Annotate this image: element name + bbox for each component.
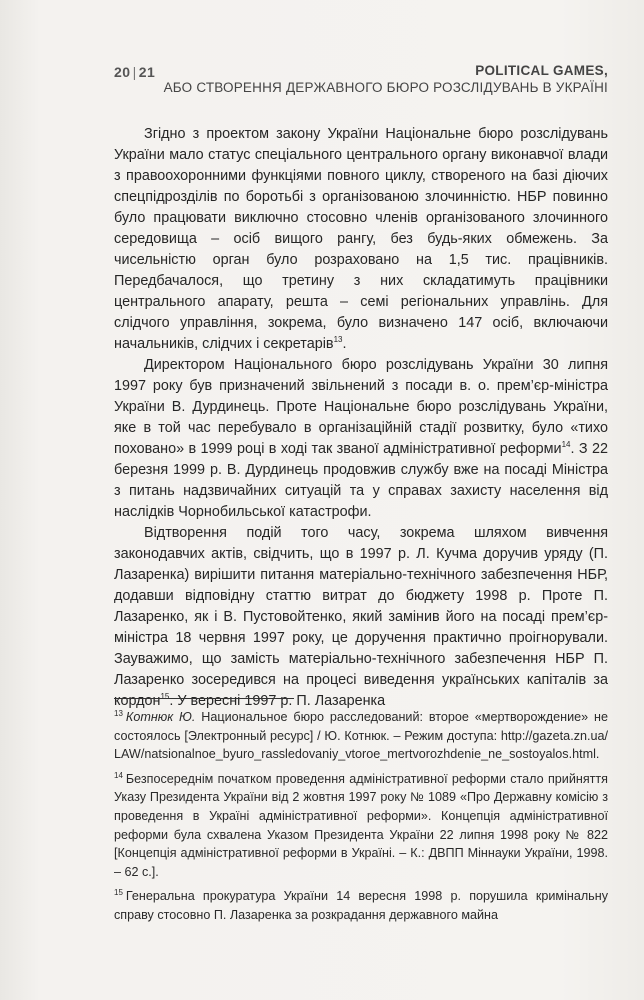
page-numbers	[114, 64, 155, 80]
footnote-13-text: Национальное бюро расследований: второе «мертворождение» не состоялось [Электронный ресурс] / Ю. Котнюк. – Режим доступа:	[114, 710, 608, 743]
footnote-13-number: 13	[114, 708, 123, 718]
paragraph-1-tail: .	[342, 336, 347, 352]
running-header	[114, 58, 608, 102]
paragraph-3-text-b: . У вересні 1997 р. П. Лазаренка	[169, 693, 386, 709]
page-number-left: 20	[114, 64, 131, 80]
footnote-13-url: http://gazeta.zn.ua/LAW/natsionalnoe_byuro_rassledovaniy_vtoroe_mertvorozhdenie_ne_sostoyalos.html	[114, 728, 608, 762]
footnote-ref-13: 13	[333, 335, 343, 345]
footnote-14-text: Безпосереднім початком проведення адміністративної реформи стало прийняття Указу Президента України від 2 жовтня 1997 року № 1089 «Про Державну комісію з проведення в Україні адміністративної реформи». Концепція адміністративної реформи була схвалена Указом Президента України 22 липня 1998 року № 822 [Концепція адміністративної реформи в Україні. – К.: ДВПП Міннауки України, 1998. – 62 с.].	[114, 771, 608, 879]
paragraph-1	[114, 124, 608, 355]
paragraph-3	[114, 523, 608, 712]
running-title-line2: АБО СТВОРЕННЯ ДЕРЖАВНОГО БЮРО РОЗСЛІДУВАНЬ В УКРАЇНІ	[163, 80, 608, 95]
paragraph-1-text: Згідно з проектом закону України Національне бюро розслідувань України мало статус спеціального центрального органу виконавчої влади з правоохоронними функціями повного циклу, створеного на базі діючих спецпідрозділів по боротьбі з організованою злочинністю. НБР повинно було працювати виключно стосовно членів організованого злочинного середовища – осіб вищого рангу, без будь-яких обмежень. За чисельністю орган було розраховано на 1,5 тис. працівників. Передбачалося, що третину з них складатимуть працівники центрального апарату, решта – семі регіональних управлінь. Для слідчого управління, зокрема, було визначено 147 осіб, включаючи начальників, слідчих і секретарів	[114, 126, 608, 352]
footnote-ref-15: 15	[160, 692, 170, 702]
paragraph-2	[114, 355, 608, 523]
footnote-14	[114, 770, 608, 882]
paragraph-2-text-a: Директором Національного бюро розслідувань України 30 липня 1997 року був призначений звільнений з посади в. о. прем’єр-міністра України В. Дурдинець. Проте Національне бюро розслідувань України, яке в той час перебувало в організаційній стадії розвитку, було «тихо поховано» в 1999 році в ході так званої адміністративної реформи	[114, 357, 608, 457]
footnote-15	[114, 887, 608, 924]
footnotes	[114, 708, 608, 931]
paragraph-2-text-b: . З 22 березня 1999 р. В. Дурдинець продовжив службу вже на посаді Міністра з питань надзвичайних ситуацій та у справах захисту населення від наслідків Чорнобильської катастрофи.	[114, 441, 608, 520]
footnote-ref-14: 14	[561, 440, 571, 450]
page-number-right: 21	[138, 64, 156, 80]
running-title-line1: POLITICAL GAMES,	[475, 63, 608, 78]
footnote-13	[114, 708, 608, 764]
footnote-15-number: 15	[114, 888, 123, 898]
paragraph-3-text-a: Відтворення подій того часу, зокрема шляхом вивчення законодавчих актів, свідчить, що в 1997 р. Л. Кучма доручив уряду (П. Лазаренка) вирішити питання матеріально-технічного забезпечення НБР, додавши відповідну статтю витрат до бюджету 1998 р. Проте П. Лазаренко, як і В. Пустовойтенко, який замінив його на посаді прем’єр-міністра 18 червня 1997 року, це доручення практично проігнорували. Зауважимо, що замість матеріально-технічного забезпечення НБР П. Лазаренко зосередився на процесі виведення українських капіталів за кордон	[114, 525, 608, 709]
page-number-separator: |	[132, 64, 137, 80]
footnote-13-tail: .	[595, 747, 600, 762]
footnote-15-text: Генеральна прокуратура України 14 вересня 1998 р. порушила кримінальну справу стосовно П. Лазаренка за розкрадання державного майна	[114, 889, 608, 922]
footnote-divider	[114, 698, 294, 699]
running-title	[164, 62, 608, 96]
footnote-14-number: 14	[114, 770, 123, 780]
main-text	[114, 124, 608, 712]
footnote-13-author: Котнюк Ю.	[125, 710, 196, 724]
